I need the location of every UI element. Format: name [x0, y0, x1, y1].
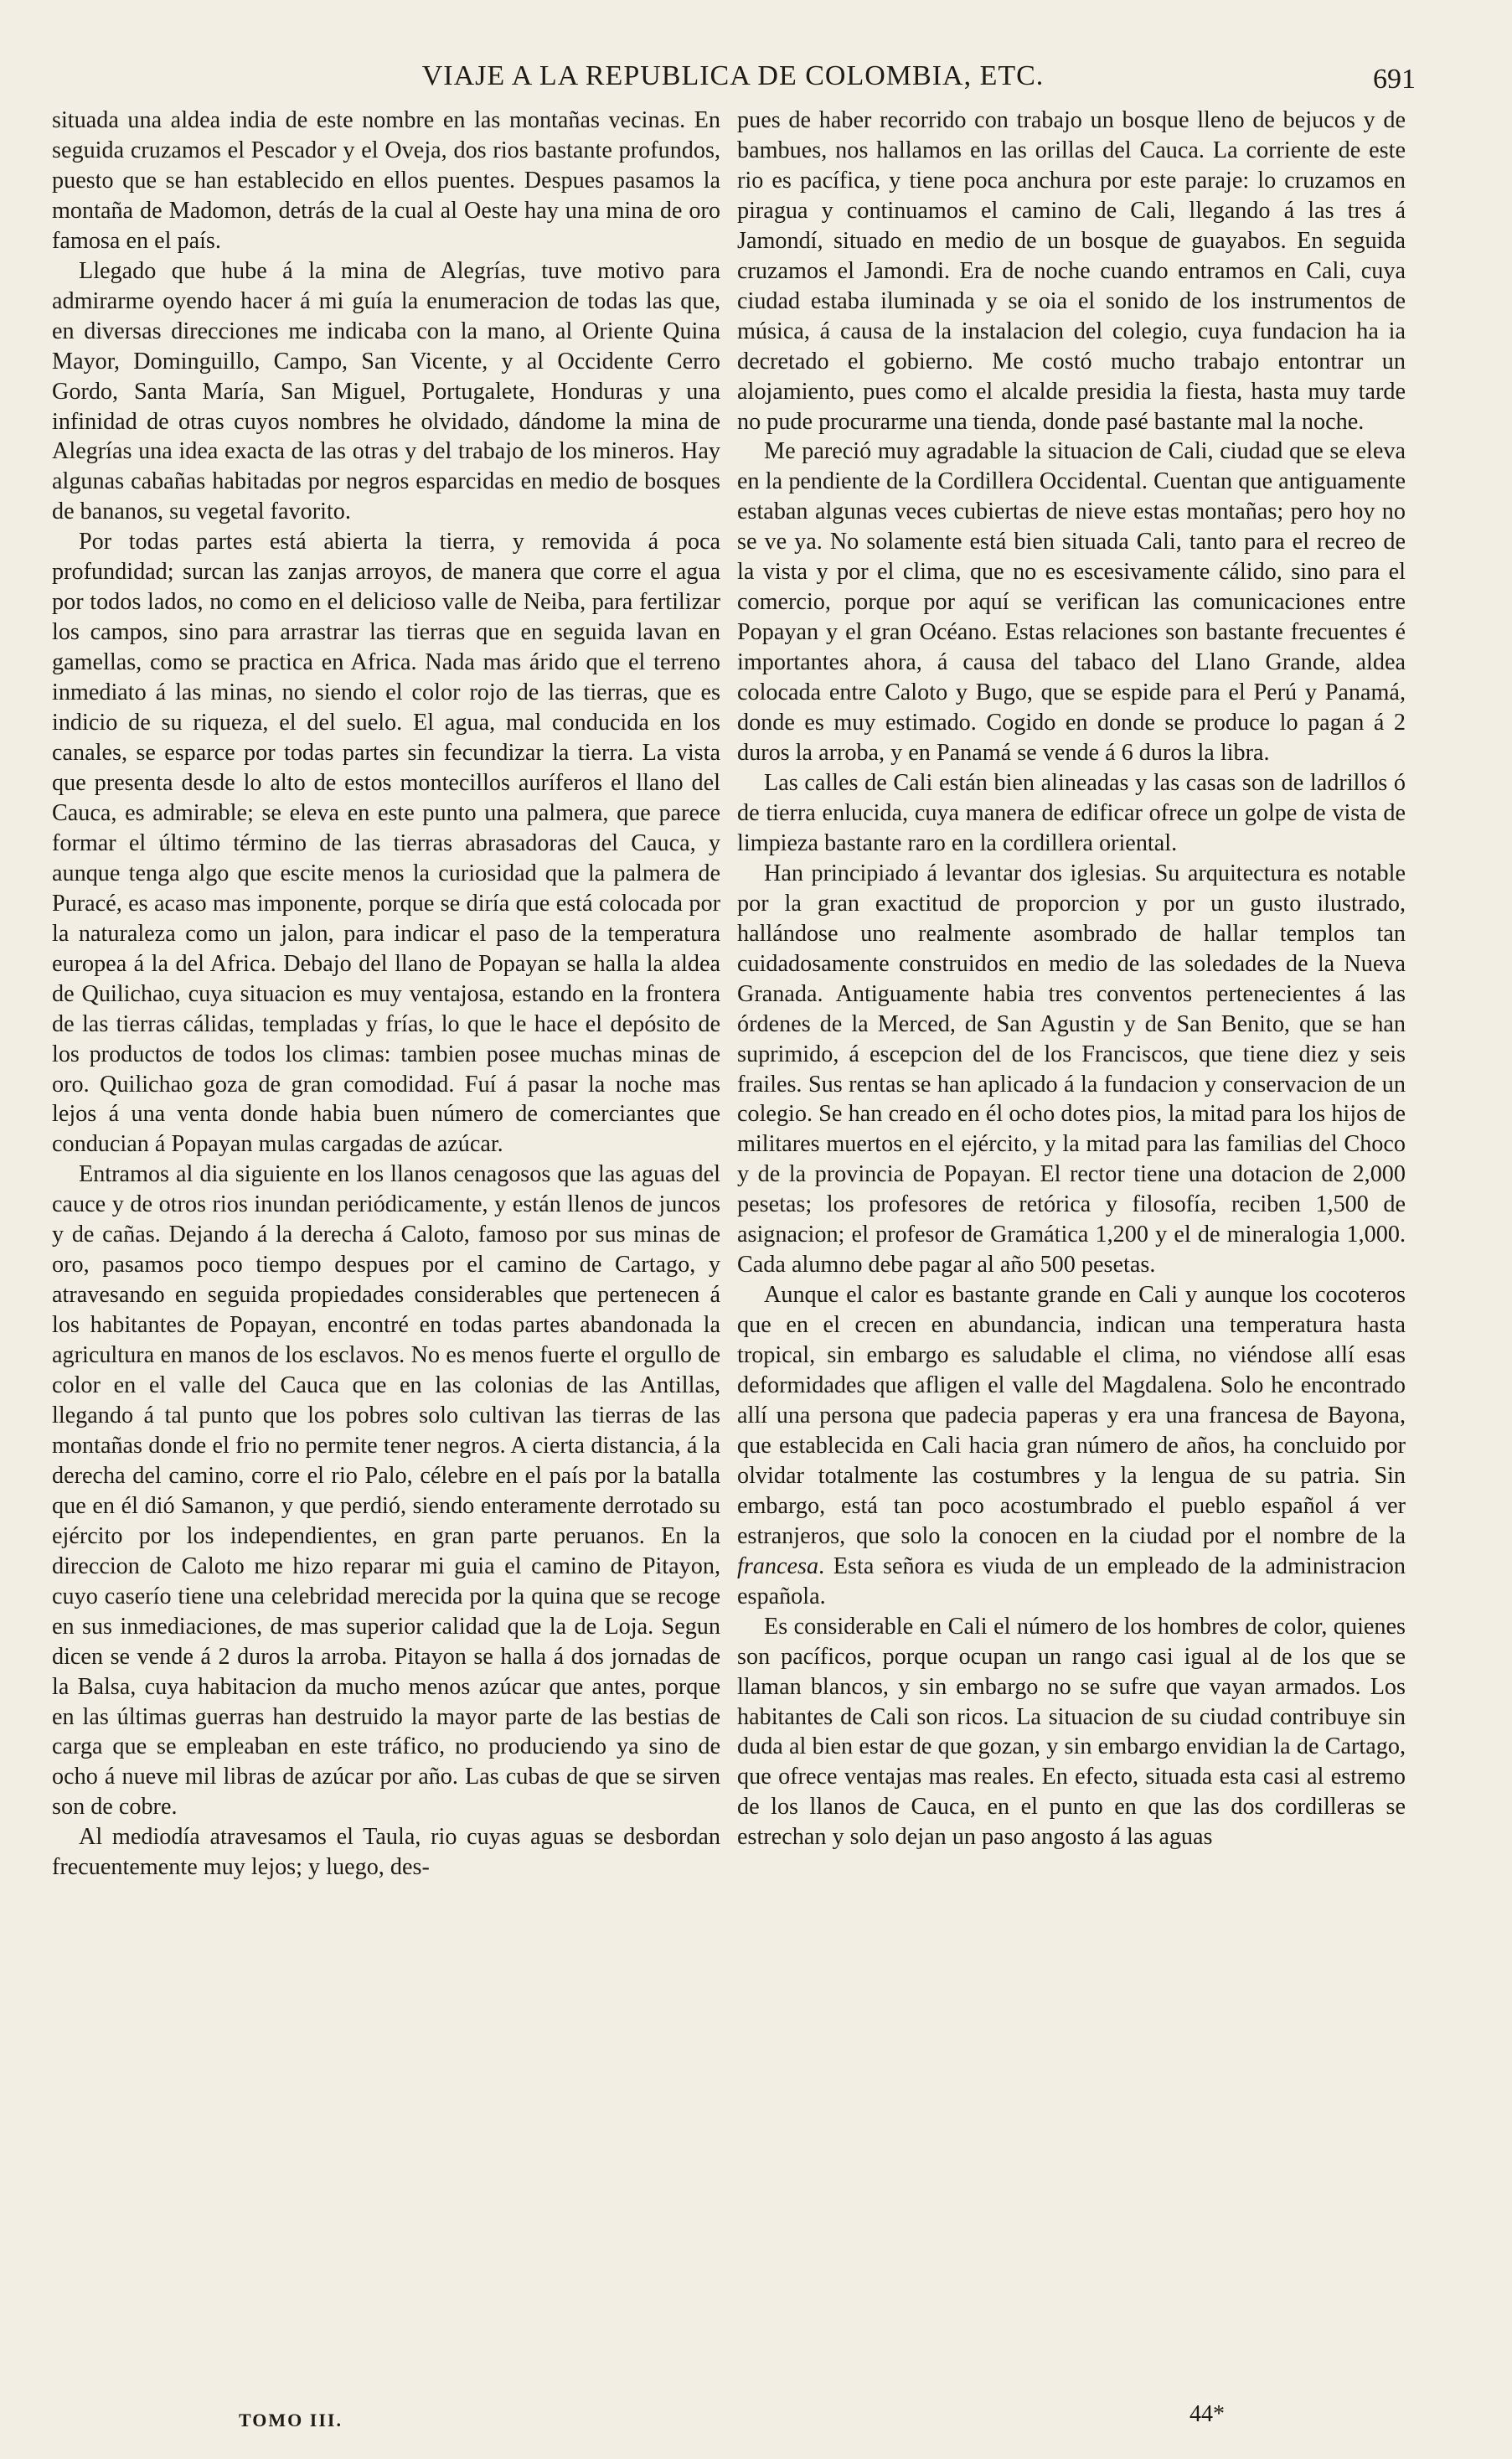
paragraph-text: . Esta señora es viuda de un empleado de la administracion española.	[737, 1552, 1406, 1609]
page-number: 691	[1373, 64, 1416, 95]
paragraph: Es considerable en Cali el número de los hombres de color, quienes son pacíficos, porque ocupan un rango casi igual al de los que se llaman blancos, y sin embargo no se sufre que vayan armados. Los habitantes de Cali son ricos. La situacion de su ciudad contribuye sin duda al bien estar de que gozan, y sin embargo envidian la de Cartago, que ofrece ventajas mas reales. En efecto, situada esta casi al estremo de los llanos de Cauca, en el punto en que las dos cordilleras se estrechan y solo dejan un paso angosto á las aguas	[737, 1613, 1406, 1851]
emphasis: francesa	[737, 1552, 819, 1579]
paragraph-text: Aunque el calor es bastante grande en Cali y aunque los cocoteros que en el crecen en abundancia, indican una temperatura hasta tropical, sin embargo es saludable el clima, no viéndose allí esas deformidades que afligen el valle del Magdalena. Solo he encontrado allí una persona que padecia paperas y era una francesa de Bayona, que establecida en Cali hacia gran número de años, ha concluido por olvidar totalmente las costumbres y la lengua de su patria. Sin embargo, está tan poco acostumbrado el pueblo español á ver estranjeros, que solo la conocen en la ciudad por el nombre de la	[737, 1282, 1406, 1549]
paragraph: Por todas partes está abierta la tierra, y removida á poca profundidad; surcan las zanjas arroyos, de manera que corre el agua por todos lados, no como en el delicioso valle de Neiba, para fertilizar los campos, sino para arrastrar las tierras que en seguida lavan en gamellas, como se practica en Africa. Nada mas árido que el terreno inmediato á las minas, no siendo el color rojo de las tierras, que es indicio de su riqueza, el del suelo. El agua, mal conducida en los canales, se esparce por todas partes sin fecundizar la tierra. La vista que presenta desde lo alto de estos montecillos auríferos el llano del Cauca, es admirable; se eleva en este punto una palmera, que parece formar el último término de las tierras abrasadoras del Cauca, y aunque tenga algo que escite menos la curiosidad que la palmera de Puracé, es acaso mas imponente, porque se diría que está colocada por la naturaleza como un jalon, para indicar el paso de la temperatura europea á la del Africa. Debajo del llano de Popayan se halla la aldea de Quilichao, cuya situacion es muy ventajosa, estando en la frontera de las tierras cálidas, templadas y frías, lo que le hace el depósito de los productos de todos los climas: tambien posee muchas minas de oro. Quilichao goza de gran comodidad. Fuí á pasar la noche mas lejos á una venta donde habia buen número de comerciantes que conducian á Popayan mulas cargadas de azúcar.	[52, 529, 720, 1158]
paragraph: Entramos al dia siguiente en los llanos cenagosos que las aguas del cauce y de otros rios inundan periódicamente, y están llenos de juncos y de cañas. Dejando á la derecha á Caloto, famoso por sus minas de oro, pasamos poco tiempo despues por el camino de Cartago, y atravesando en seguida propiedades considerables que pertenecen á los habitantes de Popayan, encontré en todas partes abandonada la agricultura en manos de los esclavos. No es menos fuerte el orgullo de color en el valle del Cauca que en las colonias de las Antillas, llegando á tal punto que los pobres solo cultivan las tierras de las montañas donde el frio no permite tener negros. A cierta distancia, á la derecha del camino, corre el rio Palo, célebre en el país por la batalla que en él dió Samanon, y que perdió, siendo enteramente derrotado su ejército por los independientes, en gran parte peruanos. En la direccion de Caloto me hizo reparar mi guia el camino de Pitayon, cuyo caserío tiene una celebridad merecida por la quina que se recoge en sus inmediaciones, de mas superior calidad que la de Loja. Segun dicen se vende á 2 duros la arroba. Pitayon se halla á dos jornadas de la Balsa, cuya habitacion da mucho menos azúcar que antes, porque en las últimas guerras han destruido la mayor parte de las bestias de carga que se empleaban en este tráfico, no produciendo ya sino de ocho á nueve mil libras de azúcar por año. Las cubas de que se sirven son de cobre.	[52, 1161, 720, 1821]
paragraph: Las calles de Cali están bien alineadas y las casas son de ladrillos ó de tierra enlucida, cuya manera de edificar ofrece un golpe de vista de limpieza bastante raro en la cordillera oriental.	[737, 769, 1406, 856]
paragraph: Al mediodía atravesamos el Taula, rio cuyas aguas se desbordan frecuentemente muy lejos; y luego, des-	[52, 1824, 720, 1881]
volume-signature: TOMO III.	[239, 2410, 343, 2431]
paragraph	[737, 1280, 1406, 1611]
paragraph: situada una aldea india de este nombre en las montañas vecinas. En seguida cruzamos el Pescador y el Oveja, dos rios bastante profundos, puesto que se han establecido en ellos puentes. Despues pasamos la montaña de Madomon, detrás de la cual al Oeste hay una mina de oro famosa en el país.	[52, 107, 720, 254]
paragraph: Me pareció muy agradable la situacion de Cali, ciudad que se eleva en la pendiente de la Cordillera Occidental. Cuentan que antiguamente estaban algunas veces cubiertas de nieve estas montañas; pero hoy no se ve ya. No solamente está bien situada Cali, tanto para el recreo de la vista y por el clima, que no es escesivamente cálido, sino para el comercio, porque por aquí se verifican las comunicaciones entre Popayan y el gran Océano. Estas relaciones son bastante frecuentes é importantes ahora, á causa del tabaco del Llano Grande, aldea colocada entre Caloto y Bugo, que se espide para el Perú y Panamá, donde es muy estimado. Cogido en donde se produce lo pagan á 2 duros la arroba, y en Panamá se vende á 6 duros la libra.	[737, 438, 1406, 767]
left-column	[52, 106, 720, 2384]
running-head: VIAJE A LA REPUBLICA DE COLOMBIA, ETC.	[421, 60, 1045, 91]
printer-signature: 44*	[1189, 2401, 1225, 2427]
paragraph: pues de haber recorrido con trabajo un bosque lleno de bejucos y de bambues, nos hallamos en las orillas del Cauca. La corriente de este rio es pacífica, y tiene poca anchura por este paraje: lo cruzamos en piragua y continuamos el camino de Cali, llegando á las tres á Jamondí, situado en medio de un bosque de guayabos. En seguida cruzamos el Jamondi. Era de noche cuando entramos en Cali, cuya ciudad estaba iluminada y se oia el sonido de los instrumentos de música, á causa de la instalacion del colegio, cuya fundacion ha ia decretado el gobierno. Me costó mucho trabajo entontrar un alojamiento, pues como el alcalde presidia la fiesta, hasta muy tarde no pude procurarme una tienda, donde pasé bastante mal la noche.	[737, 107, 1406, 435]
paragraph: Llegado que hube á la mina de Alegrías, tuve motivo para admirarme oyendo hacer á mi guía la enumeracion de todas las que, en diversas direcciones me indicaba con la mano, al Oriente Quina Mayor, Dominguillo, Campo, San Vicente, y al Occidente Cerro Gordo, Santa María, San Miguel, Portugalete, Honduras y una infinidad de otras cuyos nombres he olvidado, dándome la mina de Alegrías una idea exacta de las otras y del trabajo de los mineros. Hay algunas cabañas habitadas por negros esparcidas en medio de bosques de bananos, su vegetal favorito.	[52, 257, 720, 525]
paragraph: Han principiado á levantar dos iglesias. Su arquitectura es notable por la gran exactitud de proporcion y por un gusto ilustrado, hallándose uno realmente asombrado de hallar templos tan cuidadosamente construidos en medio de las soledades de la Nueva Granada. Antiguamente habia tres conventos pertenecientes á las órdenes de la Merced, de San Agustin y de San Benito, que se han suprimido, á escepcion del de los Franciscos, que tiene diez y seis frailes. Sus rentas se han aplicado á la fundacion y conservacion de un colegio. Se han creado en él ocho dotes pios, la mitad para los hijos de militares muertos en el ejército, y la mitad para las familias del Choco y de la provincia de Popayan. El rector tiene una dotacion de 2,000 pesetas; los profesores de retórica y filosofía, reciben 1,500 de asignacion; el profesor de Gramática 1,200 y el de mineralogia 1,000. Cada alumno debe pagar al año 500 pesetas.	[737, 860, 1406, 1279]
right-column	[737, 106, 1406, 2384]
page-header	[50, 60, 1416, 102]
